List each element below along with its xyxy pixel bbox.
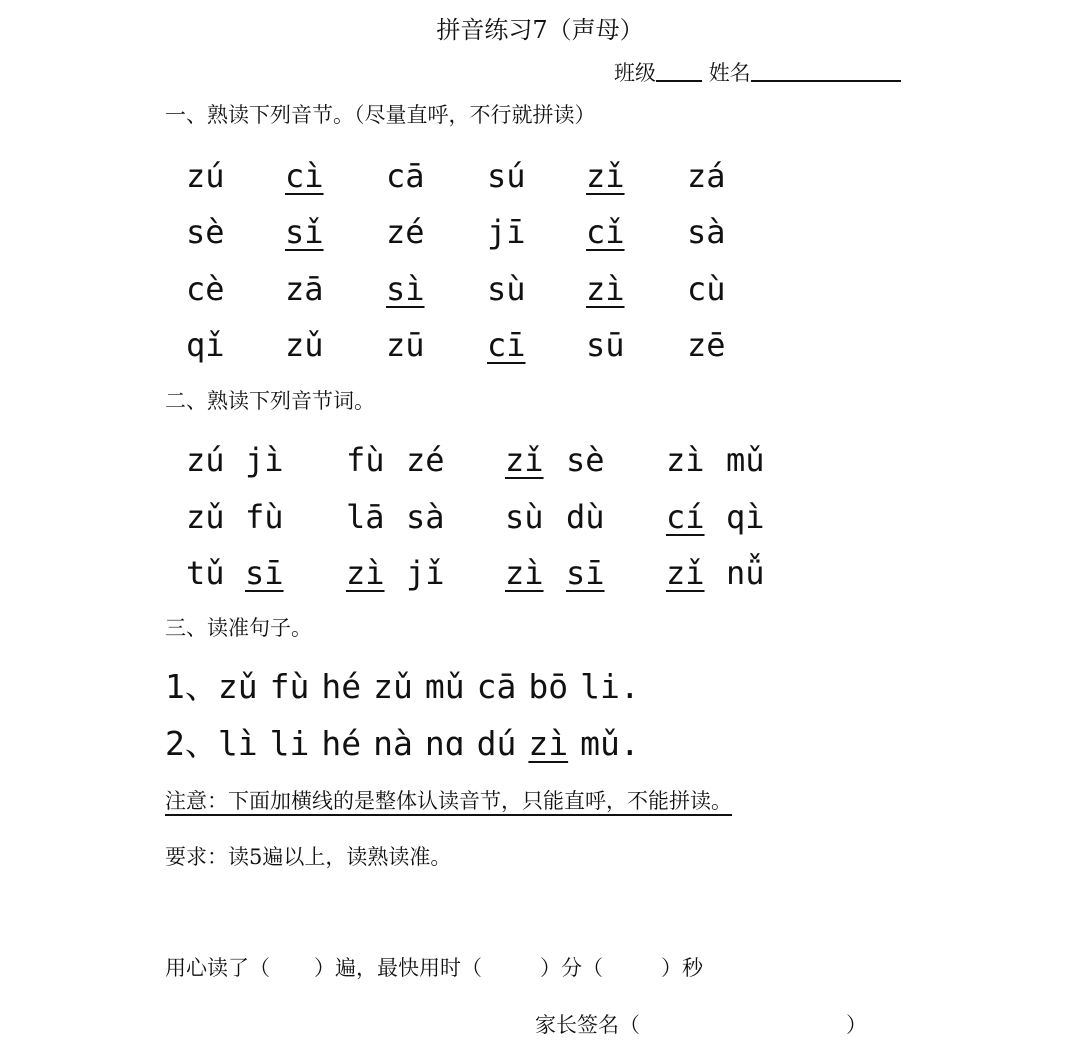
minutes-label: ）分（: [540, 956, 603, 980]
word-syllable-underlined: cí: [666, 498, 705, 536]
sentence-syllable: mǔ: [424, 667, 465, 706]
word-syllable: fù: [245, 498, 284, 536]
whole-syllable-underlined: zì: [586, 270, 625, 308]
word-syllable-underlined: sī: [566, 554, 605, 592]
reading-record: [165, 953, 703, 983]
class-label: 班级: [614, 61, 656, 85]
syllable: zá: [687, 157, 726, 195]
sentence-syllable: zǔ: [217, 667, 258, 706]
sentence-syllable: dú: [476, 724, 517, 763]
sentence-number: 1、: [165, 667, 218, 706]
section-2-heading: 二、熟读下列音节词。: [165, 389, 375, 413]
worksheet-title: 拼音练习7（声母）: [436, 16, 644, 44]
word-syllable: mǔ: [726, 441, 765, 479]
sentence-syllable: fù: [269, 667, 310, 706]
syllable: sū: [586, 326, 625, 364]
sentence-syllable: li.: [580, 667, 640, 706]
sentence-syllable: mǔ.: [580, 724, 640, 763]
word-syllable: tǔ: [186, 554, 225, 592]
whole-syllable-underlined: sǐ: [285, 213, 324, 251]
word-syllable: zǔ: [186, 498, 225, 536]
parent-signature-label: 家长签名（: [535, 1013, 640, 1037]
word-syllable: nǚ: [726, 554, 765, 592]
word-syllable-underlined: sī: [245, 554, 284, 592]
word-syllable: dù: [566, 498, 605, 536]
word-syllable: lā: [346, 498, 385, 536]
seconds-label: ）秒: [661, 956, 703, 980]
syllable: cè: [186, 270, 225, 308]
syllable: sù: [487, 270, 526, 308]
sentence-syllable-underlined: zì: [528, 724, 569, 763]
syllable: cù: [687, 270, 726, 308]
sentence-number: 2、: [165, 724, 218, 763]
parent-signature-close: ）: [846, 1013, 867, 1037]
syllable: sú: [487, 157, 526, 195]
word-syllable: jǐ: [406, 554, 445, 592]
whole-syllable-underlined: cǐ: [586, 213, 625, 251]
word-syllable: sè: [566, 441, 605, 479]
sentence-syllable: cā: [476, 667, 517, 706]
syllable: cā: [386, 157, 425, 195]
syllable: sè: [186, 213, 225, 251]
sentence-syllable: nɑ: [424, 724, 465, 763]
word-syllable: fù: [346, 441, 385, 479]
fastest-time-label: ）遍，最快用时（: [314, 956, 482, 980]
word-syllable: zì: [666, 441, 705, 479]
sentence-syllable: nà: [373, 724, 413, 763]
sentence-1: [165, 665, 652, 709]
word-syllable: sà: [406, 498, 445, 536]
syllable: zǔ: [285, 326, 324, 364]
section-1-heading: 一、熟读下列音节。（尽量直呼，不行就拼读）: [165, 103, 596, 127]
whole-syllable-underlined: zǐ: [586, 157, 625, 195]
name-label: 姓名: [708, 61, 751, 85]
word-syllable-underlined: zì: [346, 554, 385, 592]
sentence-syllable: lì: [217, 724, 258, 763]
whole-syllable-underlined: cì: [285, 157, 324, 195]
word-syllable-underlined: zǐ: [666, 554, 705, 592]
syllable: zā: [285, 270, 324, 308]
whole-syllable-underlined: cī: [487, 326, 526, 364]
sentence-syllable: bō: [528, 667, 569, 706]
word-syllable-underlined: zì: [505, 554, 544, 592]
word-syllable: qì: [726, 498, 765, 536]
sentence-syllable: zǔ: [373, 667, 413, 706]
syllable: sà: [687, 213, 726, 251]
syllable: zū: [386, 326, 425, 364]
sentence-2: [165, 722, 652, 766]
student-info: [614, 58, 901, 88]
syllable: qǐ: [186, 326, 225, 364]
syllable: jī: [487, 213, 526, 251]
syllable: zú: [186, 157, 225, 195]
word-syllable: zé: [406, 441, 445, 479]
name-blank: [751, 58, 901, 82]
parent-signature: [535, 1010, 867, 1040]
sentence-syllable: li: [269, 724, 310, 763]
syllable: zé: [386, 213, 425, 251]
section-3-heading: 三、读准句子。: [165, 616, 312, 640]
reading-count-label: 用心读了（: [165, 956, 270, 980]
sentence-syllable: hé: [321, 667, 362, 706]
word-syllable: jì: [245, 441, 284, 479]
syllable: zē: [687, 326, 726, 364]
note-text: 注意：下面加横线的是整体认读音节，只能直呼，不能拼读。: [165, 789, 732, 813]
word-syllable: sù: [505, 498, 544, 536]
whole-syllable-underlined: sì: [386, 270, 425, 308]
word-syllable-underlined: zǐ: [505, 441, 544, 479]
word-syllable: zú: [186, 441, 225, 479]
class-blank: [656, 58, 702, 82]
requirement-text: 要求：读5遍以上，读熟读准。: [165, 845, 452, 869]
sentence-syllable: hé: [321, 724, 362, 763]
